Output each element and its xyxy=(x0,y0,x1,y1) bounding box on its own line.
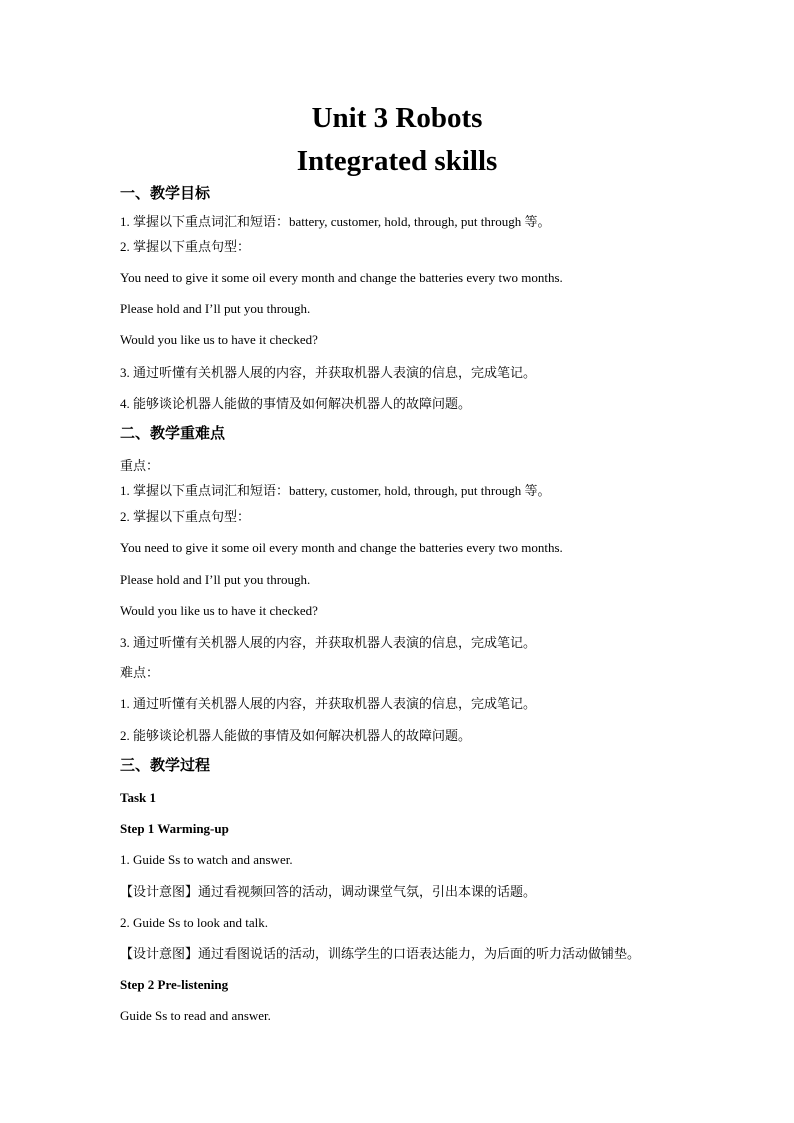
task-1-heading: Task 1 xyxy=(120,790,157,805)
key-sentence-2: Please hold and I’ll put you through. xyxy=(120,572,311,587)
difficult-point-1: 1. 通过听懂有关机器人展的内容，并获取机器人表演的信息，完成笔记。 xyxy=(120,696,537,711)
sentence-3: Would you like us to have it checked? xyxy=(120,332,318,347)
section-heading-key-points: 二、教学重难点 xyxy=(120,426,226,442)
key-sentence-3: Would you like us to have it checked? xyxy=(120,603,318,618)
difficult-point-2: 2. 能够谈论机器人能做的事情及如何解决机器人的故障问题。 xyxy=(120,728,472,743)
title-line-1: Unit 3 Robots xyxy=(311,102,483,134)
objective-4: 4. 能够谈论机器人能做的事情及如何解决机器人的故障问题。 xyxy=(120,396,472,411)
step-1-item-2: 2. Guide Ss to look and talk. xyxy=(120,915,269,930)
title-line-2: Integrated skills xyxy=(296,145,498,177)
key-point-2: 2. 掌握以下重点句型： xyxy=(120,509,251,524)
section-heading-process: 三、教学过程 xyxy=(120,758,211,774)
step-2-heading: Step 2 Pre-listening xyxy=(120,977,229,992)
sentence-1: You need to give it some oil every month and change the batteries every two months. xyxy=(120,270,563,285)
design-intent-2: 【设计意图】通过看图说话的活动，训练学生的口语表达能力，为后面的听力活动做铺垫。 xyxy=(120,946,641,961)
step-1-heading: Step 1 Warming-up xyxy=(120,821,229,836)
objective-1: 1. 掌握以下重点词汇和短语：battery, customer, hold, through, put through 等。 xyxy=(120,214,551,229)
design-intent-1: 【设计意图】通过看视频回答的活动，调动课堂气氛，引出本课的话题。 xyxy=(120,884,537,899)
difficult-points-label: 难点： xyxy=(120,665,160,680)
key-sentence-1: You need to give it some oil every month and change the batteries every two months. xyxy=(120,540,563,555)
sentence-2: Please hold and I’ll put you through. xyxy=(120,301,311,316)
key-point-3: 3. 通过听懂有关机器人展的内容，并获取机器人表演的信息，完成笔记。 xyxy=(120,635,537,650)
step-2-item-1: Guide Ss to read and answer. xyxy=(120,1008,271,1023)
objective-2: 2. 掌握以下重点句型： xyxy=(120,239,251,254)
section-heading-objectives: 一、教学目标 xyxy=(120,186,211,202)
key-point-1: 1. 掌握以下重点词汇和短语：battery, customer, hold, through, put through 等。 xyxy=(120,483,551,498)
key-points-label: 重点： xyxy=(120,458,160,473)
step-1-item-1: 1. Guide Ss to watch and answer. xyxy=(120,852,293,867)
objective-3: 3. 通过听懂有关机器人展的内容，并获取机器人表演的信息，完成笔记。 xyxy=(120,365,537,380)
